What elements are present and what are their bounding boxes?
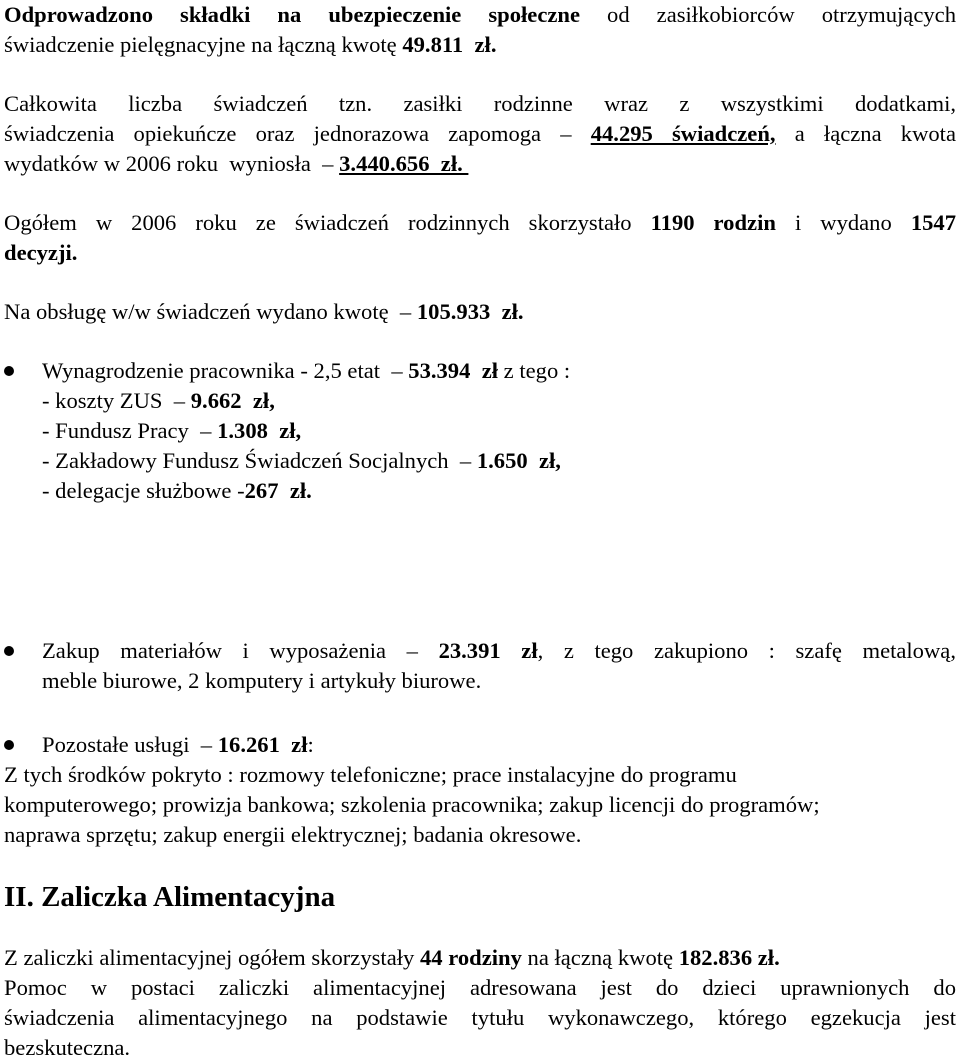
wages-zfss-amount: 1.650 zł, [476,448,561,473]
wages-zfss [42,446,561,476]
bullet-other [4,740,14,750]
p2-line-2 [4,119,956,149]
p1-amount: 49.811 zł. [402,32,497,57]
materials-line-1 [42,636,956,666]
p2-amount: 3.440.656 zł. [339,151,469,176]
wages-text: Wynagrodzenie pracownika - 2,5 etat – [42,358,409,383]
p1-line-2-text: świadczenie pielęgnacyjne na łączną kwotę [4,32,403,57]
p4-line [4,297,524,327]
wages-zus [42,386,275,416]
p3-line-1 [4,208,956,238]
p3-line-1-text: Ogółem w 2006 roku ze świadczeń rodzinnych skorzystało [4,210,651,235]
wages-zus-text: - koszty ZUS – [42,388,191,413]
other-line-1 [42,730,314,760]
other-post: : [307,732,314,757]
p3-line-2 [4,238,77,268]
other-line-4: naprawa sprzętu; zakup energii elektrycznej; badania okresowe. [4,822,582,847]
p1-line-1-rest: od zasiłkobiorców otrzymujących [579,2,956,27]
section-2-p2-line-2: świadczenia alimentacyjnego na podstawie tytułu wykonawczego, którego egzekucja jest [4,1005,956,1030]
wages-post: z tego : [498,358,571,383]
wages-zus-amount: 9.662 zł, [190,388,275,413]
materials-amount: 23.391 zł [438,638,538,663]
p2-line-3-text: wydatków w 2006 roku wyniosła – [4,151,340,176]
section-2-families: 44 rodziny [419,945,522,970]
wages-del-amount: 267 zł. [244,478,312,503]
section-2-p2-line-1: Pomoc w postaci zaliczki alimentacyjnej adresowana jest do dzieci uprawnionych do [4,975,956,1000]
p2-line-1: Całkowita liczba świadczeń tzn. zasiłki rodzinne wraz z wszystkimi dodatkami, [4,91,956,116]
p2-line-2-text: świadczenia opiekuńcze oraz jednorazowa zapomoga – [4,121,591,146]
wages-fp-amount: 1.308 zł, [217,418,302,443]
other-text: Pozostałe usługi – [42,732,218,757]
wages-del-text: - delegacje służbowe - [42,478,245,503]
p2-line-3 [4,149,468,179]
materials-line-2: meble biurowe, 2 komputery i artykuły biurowe. [42,668,482,693]
section-2-p2-line-3: bezskuteczna. [4,1035,131,1060]
p3-line-1-mid: i wydano [775,210,911,235]
wages-line-1 [42,356,570,386]
section-2-p1 [4,943,780,973]
section-2-heading: II. Zaliczka Alimentacyjna [4,881,336,913]
p1-bold-lead: Odprowadzono składki na ubezpieczenie społeczne [4,2,580,27]
wages-zfss-text: - Zakładowy Fundusz Świadczeń Socjalnych – [42,448,477,473]
bullet-wages [4,366,14,376]
p4-text: Na obsługę w/w świadczeń wydano kwotę – [4,299,417,324]
section-2-p1-mid: na łączną kwotę [521,945,679,970]
p3-decisions: 1547 [910,210,956,235]
p3-decisions-word: decyzji. [4,240,78,265]
other-line-2: Z tych środków pokryto : rozmowy telefoniczne; prace instalacyjne do programu [4,762,737,787]
materials-text: Zakup materiałów i wyposażenia – [42,638,439,663]
section-2-amount: 182.836 zł. [678,945,780,970]
wages-delegations [42,476,312,506]
p2-count: 44.295 świadczeń, [590,121,776,146]
wages-fp-text: - Fundusz Pracy – [42,418,218,443]
p1-line-2 [4,30,496,60]
wages-fp [42,416,301,446]
other-line-3: komputerowego; prowizja bankowa; szkolenia pracownika; zakup licencji do programów; [4,792,820,817]
bullet-materials [4,646,14,656]
p2-line-2-post: a łączna kwota [775,121,956,146]
other-amount: 16.261 zł [217,732,308,757]
materials-post: , z tego zakupiono : szafę metalową, [537,638,956,663]
p1-line-1 [4,0,956,30]
p3-families: 1190 rodzin [650,210,776,235]
p4-amount: 105.933 zł. [416,299,524,324]
wages-amount: 53.394 zł [408,358,499,383]
section-2-p1-text: Z zaliczki alimentacyjnej ogółem skorzystały [4,945,420,970]
